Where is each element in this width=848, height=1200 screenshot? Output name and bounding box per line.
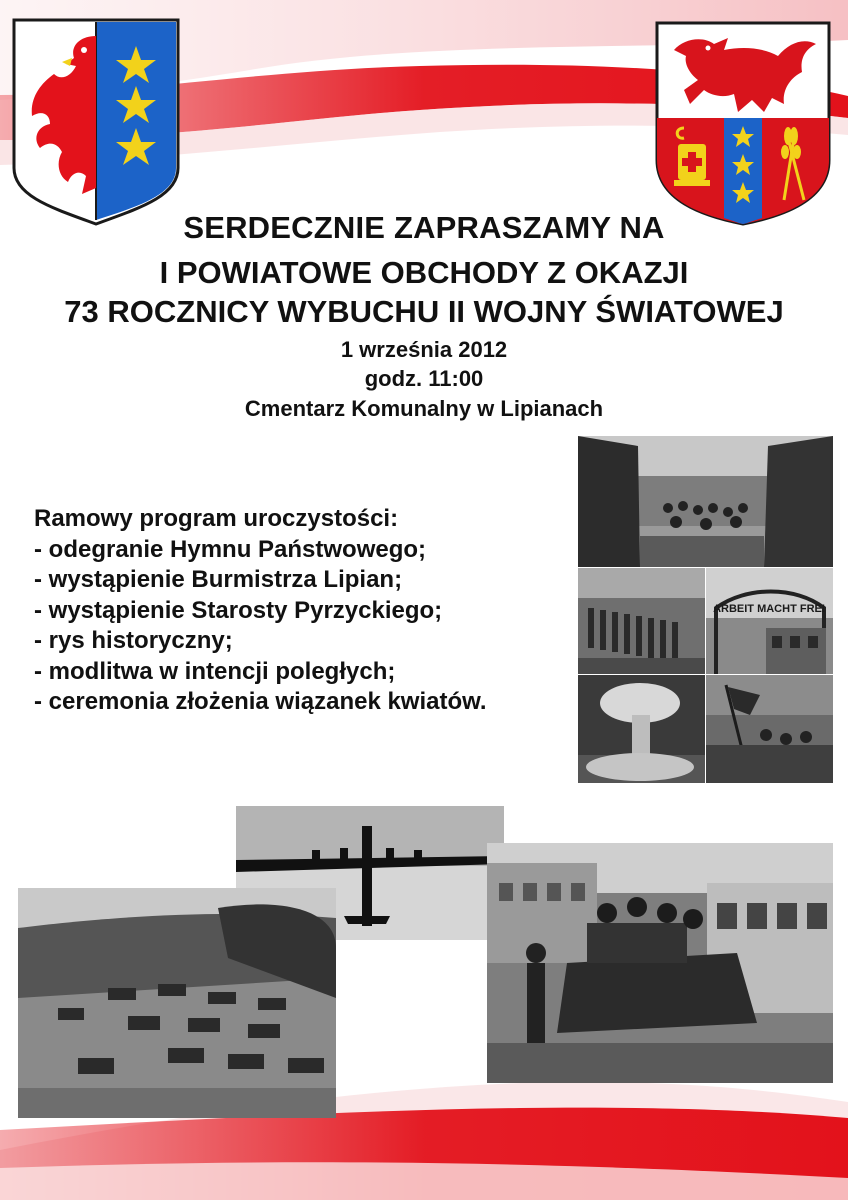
headline-line-1: SERDECZNIE ZAPRASZAMY NA (183, 210, 665, 245)
flag-raising-photo (706, 675, 833, 783)
headline-line-2: I POWIATOWE OBCHODY Z OKAZJI (159, 255, 689, 290)
program-item: - odegranie Hymnu Państwowego; (34, 535, 427, 563)
program-list (34, 504, 574, 718)
eagle-and-stars-crest-icon (10, 18, 182, 226)
program-item: - ceremonia złożenia wiązanek kwiatów. (34, 688, 487, 715)
tank-in-street-photo (487, 843, 833, 1083)
tank-column-photo (18, 888, 336, 1118)
event-place: Cmentarz Komunalny w Lipianach (244, 396, 604, 421)
mushroom-cloud-photo (578, 675, 705, 783)
program-title: Ramowy program uroczystości: (34, 505, 399, 532)
event-date: 1 września 2012 (340, 337, 508, 362)
gate-sign-text: ARBEIT MACHT FREI (713, 603, 825, 615)
griffin-crest-icon (654, 20, 832, 226)
camp-gate-photo (706, 568, 833, 674)
event-time: godz. 11:00 (364, 366, 484, 391)
program-item: - rys historyczny; (34, 627, 233, 654)
headline-line-3: 73 ROCZNICY WYBUCHU II WOJNY ŚWIATOWEJ (64, 294, 784, 329)
marching-soldiers-photo (578, 568, 705, 674)
program-item: - wystąpienie Starosty Pyrzyckiego; (34, 596, 443, 624)
landing-craft-photo (578, 436, 833, 567)
program-item: - wystąpienie Burmistrza Lipian; (34, 566, 403, 593)
program-item: - modlitwa w intencji poległych; (34, 657, 396, 685)
